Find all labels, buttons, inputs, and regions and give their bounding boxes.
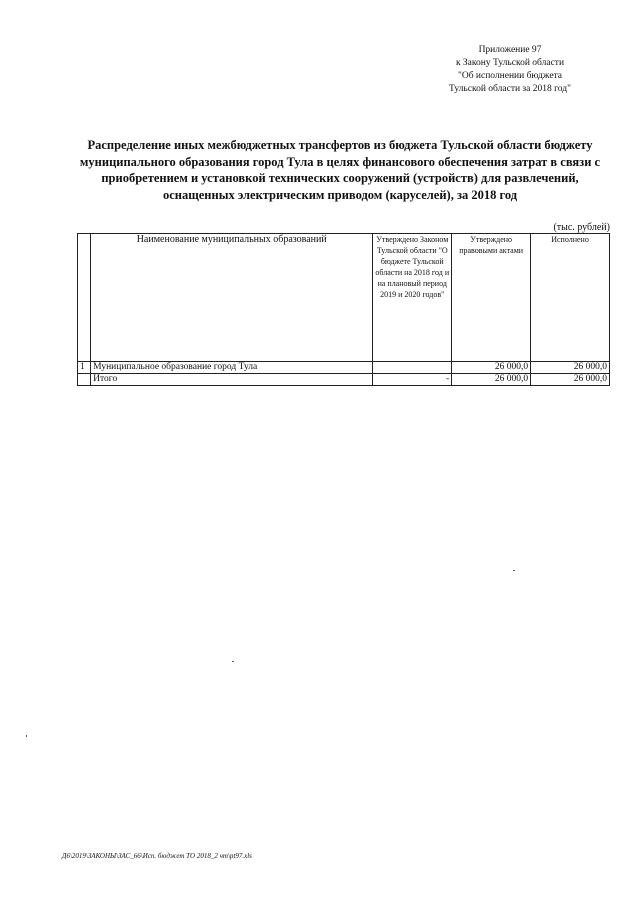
appendix-reference	[420, 44, 600, 96]
header-num	[78, 234, 91, 362]
title-line-4: оснащенных электрическим приводом (каруселей), за 2018 год	[162, 187, 518, 202]
header-approved-acts: Утверждено правовыми актами	[452, 234, 531, 362]
total-approved-acts: 26 000,0	[452, 374, 531, 386]
scan-speck	[513, 570, 515, 571]
row-approved-law	[373, 362, 452, 374]
scan-speck	[232, 661, 234, 662]
appendix-line-2: к Закону Тульской области	[455, 58, 565, 68]
table-row	[78, 362, 610, 374]
appendix-line-1: Приложение 97	[478, 45, 542, 55]
row-executed: 26 000,0	[531, 362, 610, 374]
budget-table	[77, 233, 610, 386]
units-label: (тыс. рублей)	[553, 222, 610, 233]
appendix-line-4: Тульской области за 2018 год"	[449, 84, 571, 94]
row-approved-acts: 26 000,0	[452, 362, 531, 374]
total-name: Итого	[91, 374, 373, 386]
file-path-footer: Д6\2019\ЗАКОНЫ\ЗАС_66\Исп. бюджет ТО 2018_2 чт\pt97.xls	[62, 852, 252, 860]
row-name: Муниципальное образование город Тула	[91, 362, 373, 374]
header-name: Наименование муниципальных образований	[91, 234, 373, 362]
document-title	[70, 137, 610, 203]
appendix-line-3: "Об исполнении бюджета	[457, 71, 563, 81]
title-line-3: приобретением и установкой технических сооружений (устройств) для развлечений,	[101, 171, 579, 185]
scan-speck	[26, 735, 27, 737]
header-approved-law: Утверждено Законом Тульской области "О бюджете Тульской области на 2018 год и на плановый период 2019 и 2020 годов"	[373, 234, 452, 362]
total-executed: 26 000,0	[531, 374, 610, 386]
total-num	[78, 374, 91, 386]
title-line-1: Распределение иных межбюджетных трансфертов из бюджета Тульской области бюджету	[87, 138, 593, 152]
row-num: 1	[78, 362, 91, 374]
table-header-row	[78, 234, 610, 362]
table-total-row	[78, 374, 610, 386]
header-executed: Исполнено	[531, 234, 610, 362]
title-line-2: муниципального образования город Тула в целях финансового обеспечения затрат в связи с	[79, 154, 601, 169]
total-approved-law: -	[373, 374, 452, 386]
